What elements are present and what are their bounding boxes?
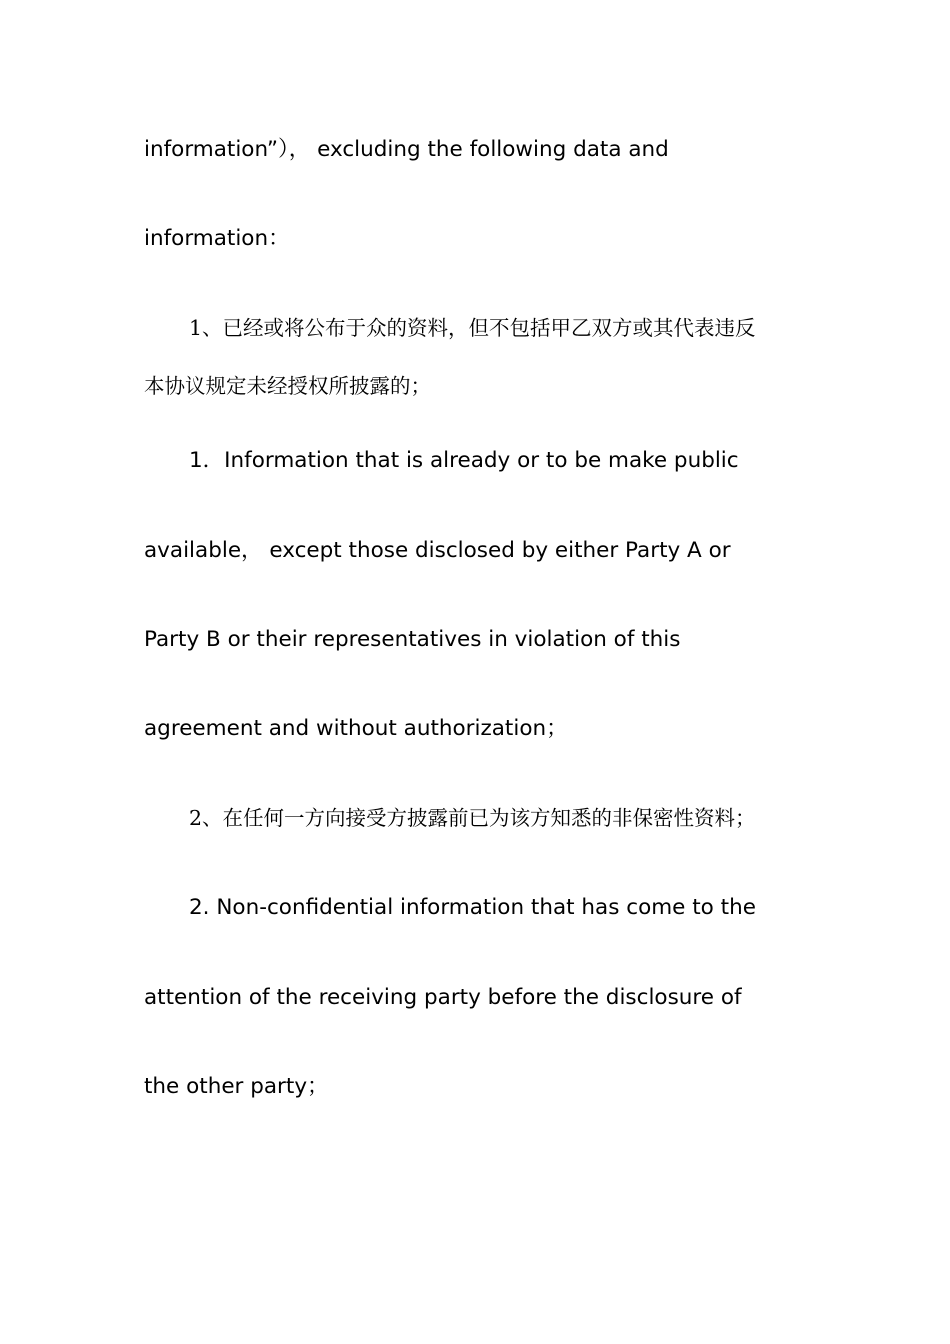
text-line: attention of the receiving party before the disclosure of xyxy=(144,985,742,1010)
text-line: 2. Non-confidential information that has come to the xyxy=(189,895,756,920)
text-line-cjk: 1、已经或将公布于众的资料，但不包括甲乙双方或其代表违反 xyxy=(189,316,756,340)
text-line-cjk: 本协议规定未经授权所披露的； xyxy=(144,374,431,398)
text-line: agreement and without authorization； xyxy=(144,716,568,741)
text-line-cjk: 2、在任何一方向接受方披露前已为该方知悉的非保密性资料； xyxy=(189,806,756,830)
text-line: information”）， excluding the following data and xyxy=(144,137,669,162)
text-line: 1．Information that is already or to be make public xyxy=(189,448,739,473)
text-line: available， except those disclosed by either Party A or xyxy=(144,538,731,563)
text-line: the other party； xyxy=(144,1074,329,1099)
text-line: Party B or their representatives in violation of this xyxy=(144,627,681,652)
text-line: information： xyxy=(144,226,290,251)
